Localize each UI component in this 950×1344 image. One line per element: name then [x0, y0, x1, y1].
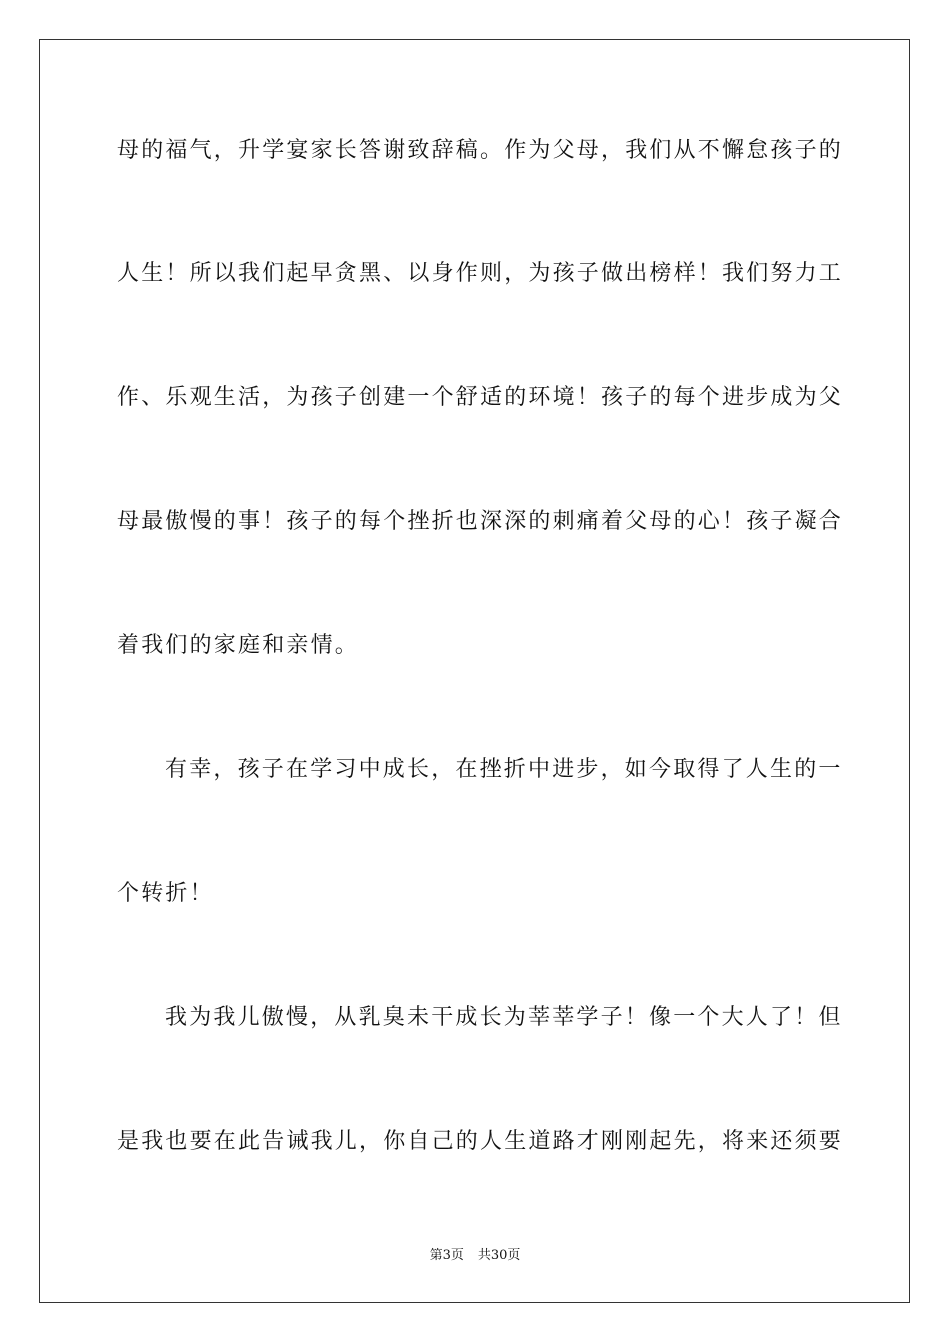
text-line-2: 人生！所以我们起早贪黑、以身作则，为孩子做出榜样！我们努力工	[117, 261, 844, 286]
text-line-7: 个转折！	[117, 881, 214, 906]
text-line-9: 是我也要在此告诫我儿，你自己的人生道路才刚刚起先，将来还须要	[117, 1129, 844, 1154]
text-line-8: 我为我儿傲慢，从乳臭未干成长为莘莘学子！像一个大人了！但	[165, 1005, 843, 1030]
page-number: 第3页	[429, 1248, 464, 1263]
page-border	[39, 39, 910, 1303]
total-pages: 共30页	[477, 1248, 521, 1263]
text-line-4: 母最傲慢的事！孩子的每个挫折也深深的刺痛着父母的心！孩子凝合	[117, 509, 844, 534]
text-line-1: 母的福气，升学宴家长答谢致辞稿。作为父母，我们从不懈怠孩子的	[117, 138, 844, 163]
page-footer	[0, 1247, 950, 1265]
text-line-6: 有幸，孩子在学习中成长，在挫折中进步，如今取得了人生的一	[165, 757, 843, 782]
text-line-5: 着我们的家庭和亲情。	[117, 633, 360, 658]
text-line-3: 作、乐观生活，为孩子创建一个舒适的环境！孩子的每个进步成为父	[117, 385, 844, 410]
